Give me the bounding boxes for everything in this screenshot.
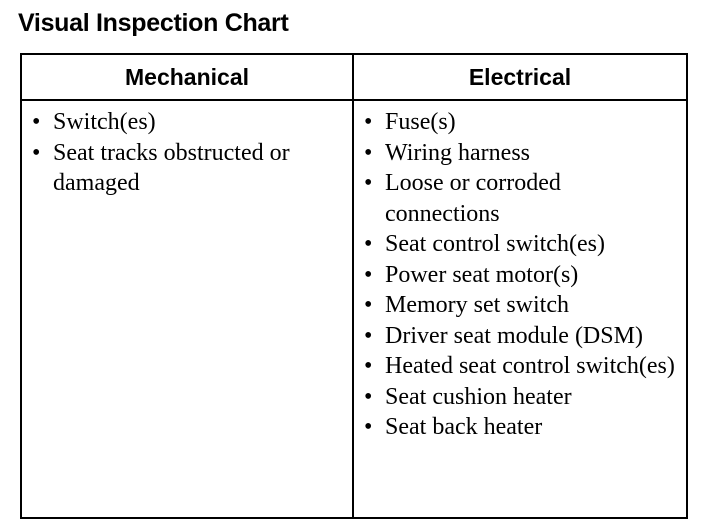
- list-item: • Power seat motor(s): [360, 260, 678, 291]
- list-item: • Seat tracks obstructed or damaged: [28, 138, 344, 199]
- items-row: [21, 100, 687, 518]
- list-item: • Heated seat control switch(es): [360, 351, 678, 382]
- column-header-mechanical: Mechanical: [21, 54, 353, 100]
- list-item: • Seat control switch(es): [360, 229, 678, 260]
- mechanical-list: [28, 107, 344, 199]
- list-item: • Fuse(s): [360, 107, 678, 138]
- list-item: • Switch(es): [28, 107, 344, 138]
- header-row: [21, 54, 687, 100]
- list-item: • Loose or corroded connections: [360, 168, 678, 229]
- list-item: • Memory set switch: [360, 290, 678, 321]
- list-item: • Driver seat module (DSM): [360, 321, 678, 352]
- list-item: • Wiring harness: [360, 138, 678, 169]
- electrical-list: [360, 107, 678, 443]
- mechanical-cell: [21, 100, 353, 518]
- chart-title: Visual Inspection Chart: [18, 9, 289, 37]
- column-header-electrical: Electrical: [353, 54, 687, 100]
- electrical-cell: [353, 100, 687, 518]
- list-item: • Seat back heater: [360, 412, 678, 443]
- list-item: • Seat cushion heater: [360, 382, 678, 413]
- inspection-table: [20, 53, 688, 519]
